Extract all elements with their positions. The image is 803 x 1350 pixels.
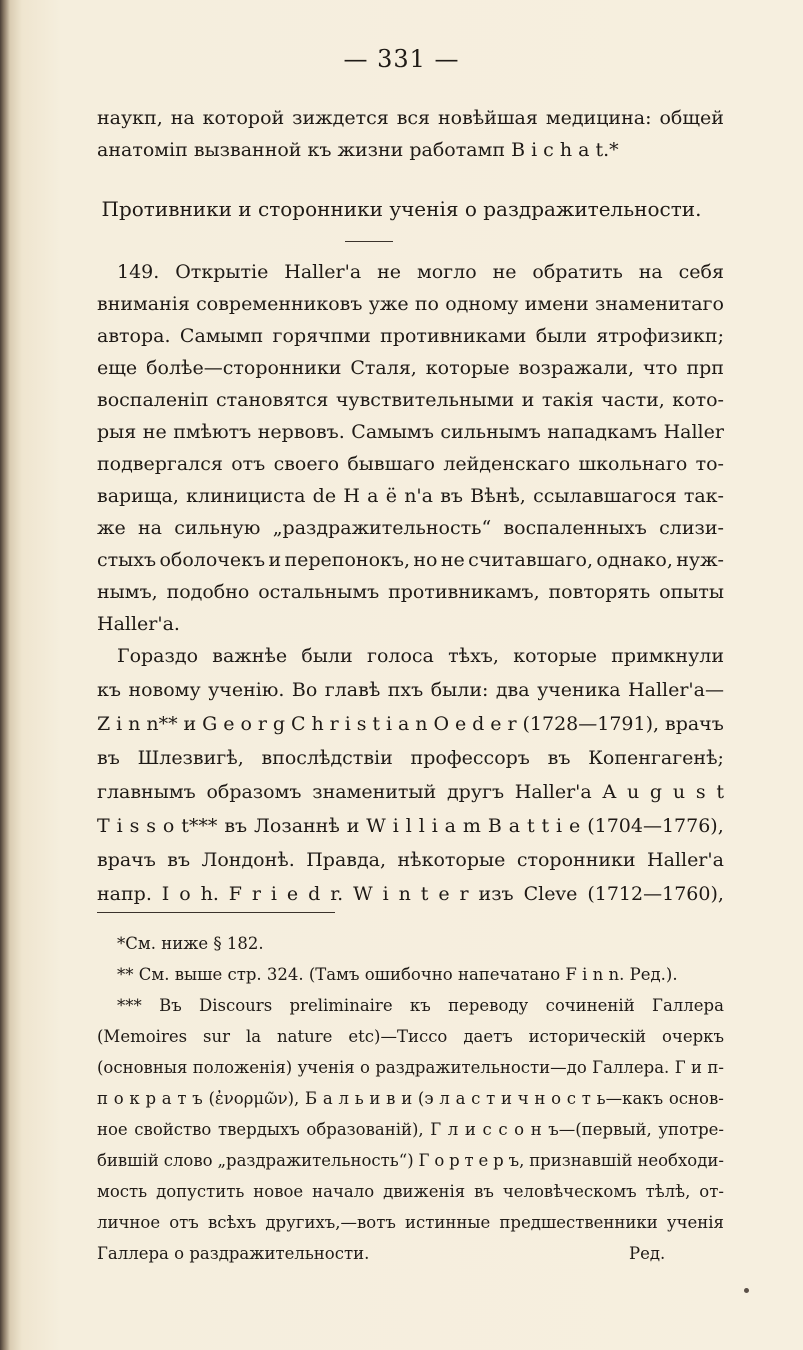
section-heading: Противники и сторонники ученія о раздражительности. xyxy=(101,197,702,221)
text-line: напр. I o h. F r i e d r. W i n t e r изъ Cleve (1712—1760), xyxy=(97,883,724,905)
text-line: вниманія современниковъ уже по одному имени знаменитаго xyxy=(97,293,724,315)
page-number: — 331 — xyxy=(343,45,460,73)
footnote-3-line: п о к р а т ъ (ἐνορμῶν), Б а л ь и в и (э л а с т и ч н о с т ь—какъ основ- xyxy=(97,1089,724,1108)
footnote-divider xyxy=(97,912,335,913)
text-line: наукп, на которой зиждется вся новѣйшая медицина: общей xyxy=(97,107,724,129)
text-line: воспаленіп становятся чувствительными и такія части, кото- xyxy=(97,389,724,411)
text-line: T i s s o t*** въ Лозаннѣ и W i l l i a m B a t t i e (1704—1776), xyxy=(97,815,724,837)
footnote-3-line: *** Въ Discours preliminaire къ переводу сочиненій Галлера xyxy=(117,996,724,1015)
text-line: же на сильную „раздражительность“ воспаленныхъ слизи- xyxy=(97,517,724,539)
footnote-3-line: (основныя положенія) ученія о раздражительности—до Галлера. Г и п- xyxy=(97,1058,724,1077)
text-line: подвергался отъ своего бывшаго лейденскаго школьнаго то- xyxy=(97,453,724,475)
text-line: главнымъ образомъ знаменитый другъ Haller'a A u g u s t xyxy=(97,781,724,803)
footnote-3-line: (Memoires sur la nature etc)—Тиссо даетъ историческій очеркъ xyxy=(97,1027,724,1046)
text-line: анатоміп вызванной къ жизни работамп B i c h a t.* xyxy=(97,139,619,161)
text-line: въ Шлезвигѣ, впослѣдствіи профессоръ въ Копенгагенѣ; xyxy=(97,747,724,769)
footnote-1: *См. ниже § 182. xyxy=(117,934,264,953)
section-divider xyxy=(345,241,393,242)
text-line: нымъ, подобно остальнымъ противникамъ, повторять опыты xyxy=(97,581,724,603)
text-line: къ новому ученію. Во главѣ пхъ были: два ученика Haller'a— xyxy=(97,679,724,701)
text-line: Z i n n** и G e o r g C h r i s t i a n O e d e r (1728—1791), врачъ xyxy=(97,713,724,735)
text-line: автора. Самымп горячпми противниками были ятрофизикп; xyxy=(97,325,724,347)
footnote-3-line: бившій слово „раздражительность“) Г о р т е р ъ, признавшій необходи- xyxy=(97,1151,724,1170)
text-line: врачъ въ Лондонѣ. Правда, нѣкоторые сторонники Haller'a xyxy=(97,849,724,871)
text-line: еще болѣе—сторонники Сталя, которые возражали, что прп xyxy=(97,357,724,379)
text-line: варища, клинициста de H a ë n'a въ Вѣнѣ, ссылавшагося так- xyxy=(97,485,724,507)
page-speck xyxy=(744,1288,749,1293)
editor-mark: Ред. xyxy=(629,1244,666,1263)
text-line: стыхъ оболочекъ и перепонокъ, но не считавшаго, однако, нуж- xyxy=(97,549,724,571)
text-line: Haller'a. xyxy=(97,613,180,635)
footnote-3-line: мость допустить новое начало движенія въ человѣческомъ тѣлѣ, от- xyxy=(97,1182,724,1201)
footnote-3-line: личное отъ всѣхъ другихъ,—вотъ истинные предшественники ученія xyxy=(97,1213,724,1232)
footnote-3-line: Галлера о раздражительности. xyxy=(97,1244,370,1263)
text-line: рыя не пмѣютъ нервовъ. Самымъ сильнымъ нападкамъ Haller xyxy=(97,421,724,443)
text-line: 149. Открытіе Haller'a не могло не обратить на себя xyxy=(117,261,724,283)
footnote-3-line: ное свойство твердыхъ образованій), Г л и с с о н ъ—(первый, употре- xyxy=(97,1120,724,1139)
footnote-2: ** См. выше стр. 324. (Тамъ ошибочно напечатано F i n n. Ред.). xyxy=(117,965,678,984)
text-line: Гораздо важнѣе были голоса тѣхъ, которые примкнули xyxy=(117,645,724,667)
